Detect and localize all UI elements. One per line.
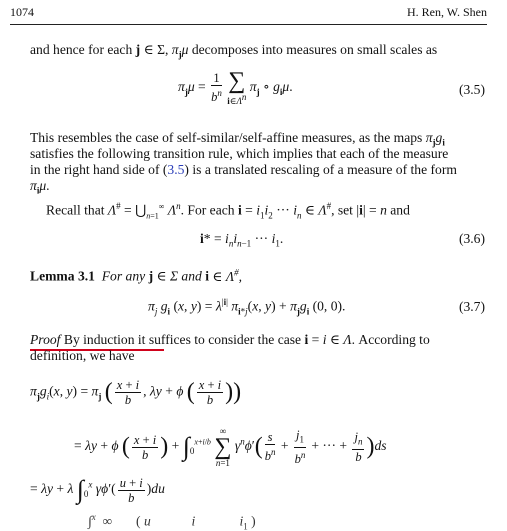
equation-3-7: $\pi_j$ $g_i$ (x, $y) = \lambda^{|i|}$ $\pi_{i*j}(x$, $y) + \pi_jg_i$ (0, 0). (148, 297, 346, 317)
paragraph-2-line-2: satisfies the following transition rule, which implies that each of the measure (30, 146, 449, 161)
lemma-label: Lemma 3.1 (30, 268, 95, 284)
derivation-line-2: = λy + ϕ ( $\frac{x + i}{b}$ ) + $\int_0^{x+i/b}$ ∞ ∑ n=1 $\gamma^n\phi'$( $\frac{s}{b^n}$ + $\frac{j_1}{b^n}$ + ··· + $\frac{j_n}{b}$ )ds (74, 426, 387, 468)
paragraph-2-line-3: in the right hand side of (3.5) is a translated rescaling of a measure of the form (30, 162, 457, 177)
derivation-line-4-partial: ∫$^x$ ∞ ( u i $i_1$ ) (88, 512, 256, 531)
paragraph-2-line-1: This resembles the case of self-similar/self-affine measures, as the maps $\pi_jg_i$ (30, 130, 445, 148)
derivation-line-1: $\pi_jg_i(x$, $y) = \pi_j$ ( $\frac{x + i}{b}$ , λy + ϕ ( $\frac{x + i}{b}$ )) (30, 378, 242, 407)
equation-number-3-6: (3.6) (458, 231, 485, 246)
equation-number-3-5: (3.5) (458, 82, 485, 97)
proof-label: Proof (30, 332, 61, 347)
page-number: 1074 (10, 5, 34, 19)
equation-ref-3-5[interactable]: 3.5 (167, 162, 185, 177)
paragraph-1: and hence for each j ∈ Σ, $\pi_j\mu$ decomposes into measures on small scales as (30, 42, 438, 60)
proof-line-1: Proof By induction it suffices to consider the case i = i ∈ Λ. According to (30, 332, 430, 347)
derivation-line-3: = λy + λ $\int_0^x$ γϕ′( $\frac{u + i}{b}$ )du (30, 475, 165, 505)
equation-3-6: $i* = i_ni_{n-1}$ ··· $i_1$. (200, 231, 284, 249)
running-header-authors: H. Ren, W. Shen (406, 5, 487, 19)
proof-line-2: definition, we have (30, 348, 135, 363)
header-rule (10, 24, 487, 25)
proof-highlighted-phrase: By induction it (63, 332, 146, 347)
lemma-3-1: Lemma 3.1 For any j ∈ Σ and i ∈ Λ#, (30, 267, 242, 284)
equation-3-5: $\pi_j\mu$ = $\frac{1}{b^n}$ ∑ $i\in\Lambda^n$ $\pi_j$ ∘ $g_i\mu$. (178, 68, 293, 106)
paragraph-2-line-4: $\pi_i\mu$. (30, 178, 50, 196)
equation-number-3-7: (3.7) (458, 299, 485, 314)
paragraph-recall: Recall that $\Lambda^{\#} = ⋃_{n=1}^\infty$ $\Lambda^n$. For each $i = i_1i_2$ ··· $i_n$ ∈ Λ#, set |i| = n and (46, 201, 410, 221)
